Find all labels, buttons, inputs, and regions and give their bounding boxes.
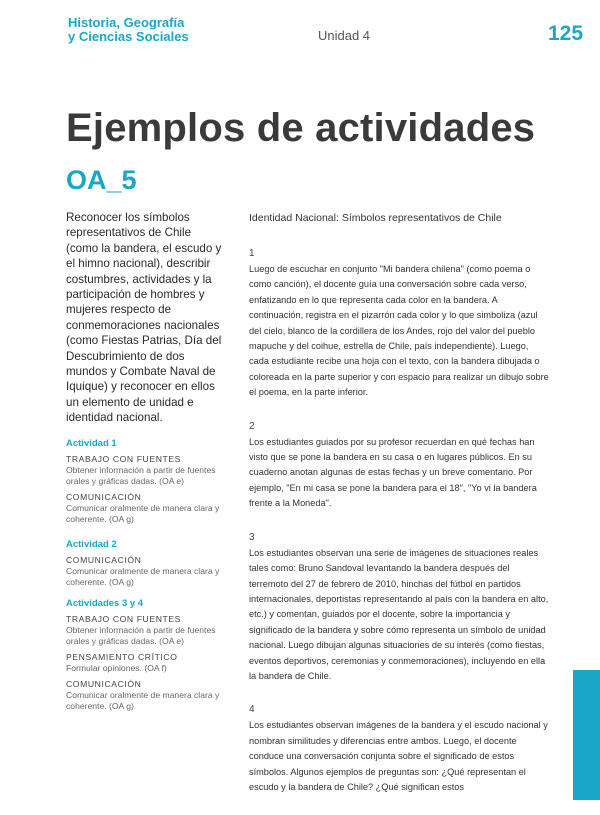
page-number: 125 xyxy=(548,22,584,45)
skill-description: Formular opiniones. (OA f) xyxy=(66,662,167,673)
page-title: Ejemplos de actividades xyxy=(66,106,536,150)
skill-description: Obtener información a partir de fuentes orales y gráficas dadas. (OA e) xyxy=(66,624,216,646)
item-number: 4 xyxy=(249,704,255,716)
skill-name: COMUNICACIÓN xyxy=(66,678,142,689)
skill-entry xyxy=(66,652,226,674)
item-number: 1 xyxy=(249,248,255,259)
subject-line-1: Historia, Geografía xyxy=(68,15,185,30)
item-number: 2 xyxy=(249,420,255,432)
item-text: Los estudiantes observan una serie de imágenes de situaciones reales tales como: Bruno Sandoval levantando la bandera después del terremoto del 27 de febrero de 2010, hinchas del fútbol en partidos internacionales, deportistas representando al país con la bandera en alto, etc.) y comentan, guiados por el docente, sobre la importancia y significado de la bandera y sobre cómo representa un símbolo de unidad nacional. Luego dibujan algunas situaciones de su interés (como fiestas, eventos deportivos, ceremonias y conmemoraciones), incluyendo en ella la bandera de Chile. xyxy=(249,547,549,681)
skill-description: Obtener información a partir de fuentes orales y gráficas dadas. (OA e) xyxy=(66,464,216,486)
item-text: Los estudiantes observan imágenes de la bandera y el escudo nacional y nombran similitudes y diferencias entre ambos. Luego, el docente conduce una conversación conjunta sobre el significado de estos símbolos. Algunos ejemplos de preguntas son: ¿Qué representan el escudo y la bandera de Chile? ¿Qué significan estos xyxy=(249,720,548,792)
side-accent-bar xyxy=(573,670,600,800)
skill-description: Comunicar oralmente de manera clara y coherente. (OA g) xyxy=(66,565,220,587)
subject-header xyxy=(68,16,189,44)
activity-item xyxy=(249,421,549,512)
skill-entry xyxy=(66,555,226,588)
activity-item xyxy=(249,248,549,401)
oa-code: OA_5 xyxy=(66,165,137,195)
activity-title: Actividad 2 xyxy=(66,538,117,550)
skill-name: PENSAMIENTO CRÍTICO xyxy=(66,651,178,662)
activity-title: Actividad 1 xyxy=(66,437,117,449)
activity-group xyxy=(66,438,226,525)
right-column xyxy=(249,212,549,815)
activity-item xyxy=(249,532,549,685)
learning-objective: Reconocer los símbolos representativos de Chile (como la bandera, el escudo y el himno nacional), describir costumbres, actividades y la participación de hombres y mujeres respecto de conmemoraciones nacionales (como Fiestas Patrias, Día del Descubrimiento de dos mundos y Combate Naval de Iquique) y reconocer en ellos un elemento de unidad e identidad nacional. xyxy=(66,211,222,425)
skill-name: TRABAJO CON FUENTES xyxy=(66,453,182,464)
unit-label: Unidad 4 xyxy=(318,28,371,43)
skill-description: Comunicar oralmente de manera clara y coherente. (OA g) xyxy=(66,689,220,711)
activity-item xyxy=(249,704,549,795)
skill-entry xyxy=(66,492,226,525)
activity-group xyxy=(66,539,226,588)
skill-name: COMUNICACIÓN xyxy=(66,554,142,565)
section-heading: Identidad Nacional: Símbolos representativos de Chile xyxy=(249,212,502,224)
skill-description: Comunicar oralmente de manera clara y coherente. (OA g) xyxy=(66,502,220,524)
subject-line-2: y Ciencias Sociales xyxy=(68,29,189,44)
activity-title: Actividades 3 y 4 xyxy=(66,597,144,609)
activity-group xyxy=(66,598,226,712)
item-number: 3 xyxy=(249,531,255,543)
skill-name: TRABAJO CON FUENTES xyxy=(66,613,182,624)
skill-entry xyxy=(66,679,226,712)
skill-entry xyxy=(66,614,226,647)
skill-name: COMUNICACIÓN xyxy=(66,491,142,502)
skill-entry xyxy=(66,454,226,487)
item-text: Luego de escuchar en conjunto "Mi bandera chilena" (como poema o como canción), el docente guía una conversación sobre cada verso, enfatizando en lo que representa cada color en la bandera. A continuación, registra en el pizarrón cada color y lo que simboliza (azul del cielo, blanco de la cordillera de los Andes, rojo del valor del pueblo mapuche y del coihue, estrella de Chile, país independiente). Luego, cada estudiante recibe una hoja con el texto, con la bandera dibujada o coloreada en la parte superior y con espacio para realizar un dibujo sobre el poema, en la parte inferior. xyxy=(249,264,549,398)
item-text: Los estudiantes guiados por su profesor recuerdan en qué fechas han visto que se pone la bandera en su casa o en lugares públicos. En su cuaderno anotan algunas de estas fechas y un breve comentario. Por ejemplo, "En mi casa se pone la bandera para el 18", "Yo vi la bandera frente a la Moneda". xyxy=(249,436,537,509)
left-column xyxy=(66,210,226,717)
